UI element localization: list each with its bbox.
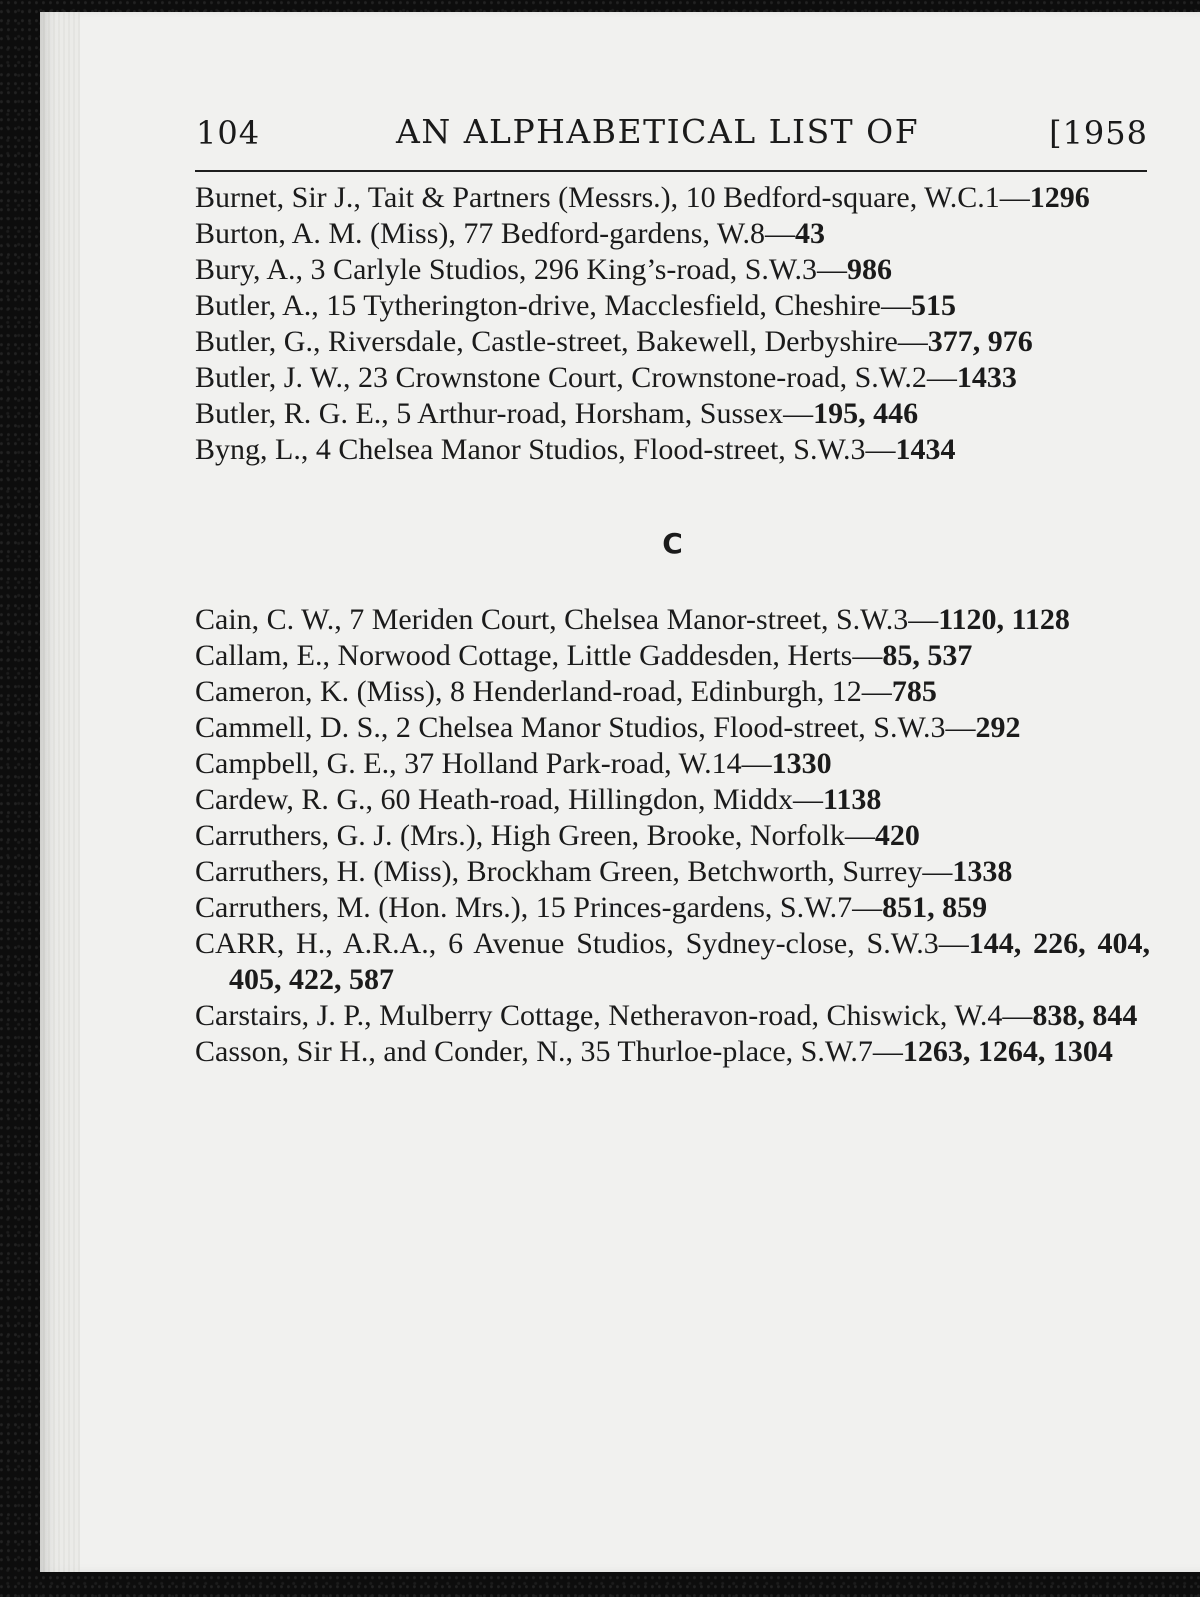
list-item: Burnet, Sir J., Tait & Partners (Messrs.), 10 Bedford-square, W.C.1—1296 xyxy=(195,181,1090,214)
list-item: Callam, E., Norwood Cottage, Little Gaddesden, Herts—85, 537 xyxy=(195,639,973,672)
page-edge-shadow xyxy=(40,12,80,1572)
list-item: Butler, A., 15 Tytherington-drive, Macclesfield, Cheshire—515 xyxy=(195,289,956,322)
list-item: Carruthers, H. (Miss), Brockham Green, Betchworth, Surrey—1338 xyxy=(195,855,1013,888)
list-item: Burton, A. M. (Miss), 77 Bedford-gardens, W.8—43 xyxy=(195,217,825,250)
list-item: Cammell, D. S., 2 Chelsea Manor Studios, Flood-street, S.W.3—292 xyxy=(195,711,1021,744)
section-heading-c: C xyxy=(662,527,683,560)
list-item: Carruthers, M. (Hon. Mrs.), 15 Princes-gardens, S.W.7—851, 859 xyxy=(195,891,988,924)
list-item: Bury, A., 3 Carlyle Studios, 296 King’s-road, S.W.3—986 xyxy=(195,253,892,286)
list-item: Butler, R. G. E., 5 Arthur-road, Horsham, Sussex—195, 446 xyxy=(195,397,919,430)
running-head xyxy=(196,108,1148,164)
page-title: AN ALPHABETICAL LIST OF xyxy=(396,112,920,151)
list-item: Cardew, R. G., 60 Heath-road, Hillingdon, Middx—1138 xyxy=(195,783,882,816)
list-item: Byng, L., 4 Chelsea Manor Studios, Flood-street, S.W.3—1434 xyxy=(195,433,956,466)
year-label: [1958 xyxy=(1049,114,1148,152)
list-item: Cameron, K. (Miss), 8 Henderland-road, Edinburgh, 12—785 xyxy=(195,675,937,708)
list-item: Butler, J. W., 23 Crownstone Court, Crownstone-road, S.W.2—1433 xyxy=(195,361,1017,394)
list-item: Carruthers, G. J. (Mrs.), High Green, Brooke, Norfolk—420 xyxy=(195,819,920,852)
list-item: Butler, G., Riversdale, Castle-street, Bakewell, Derbyshire—377, 976 xyxy=(195,325,1033,358)
list-item: Campbell, G. E., 37 Holland Park-road, W.14—1330 xyxy=(195,747,832,780)
list-item: Carstairs, J. P., Mulberry Cottage, Netheravon-road, Chiswick, W.4—838, 844 xyxy=(195,999,1138,1032)
list-item: CARR, H., A.R.A., 6 Avenue Studios, Sydney-close, S.W.3—144, 226, 404, 405, 422, 587 xyxy=(195,927,1150,996)
directory-listing xyxy=(195,180,1150,1070)
header-rule xyxy=(195,170,1147,172)
list-item: Cain, C. W., 7 Meriden Court, Chelsea Manor-street, S.W.3—1120, 1128 xyxy=(195,603,1070,636)
page-number: 104 xyxy=(196,114,261,152)
list-item: Casson, Sir H., and Conder, N., 35 Thurloe-place, S.W.7—1263, 1264, 1304 xyxy=(195,1035,1113,1068)
